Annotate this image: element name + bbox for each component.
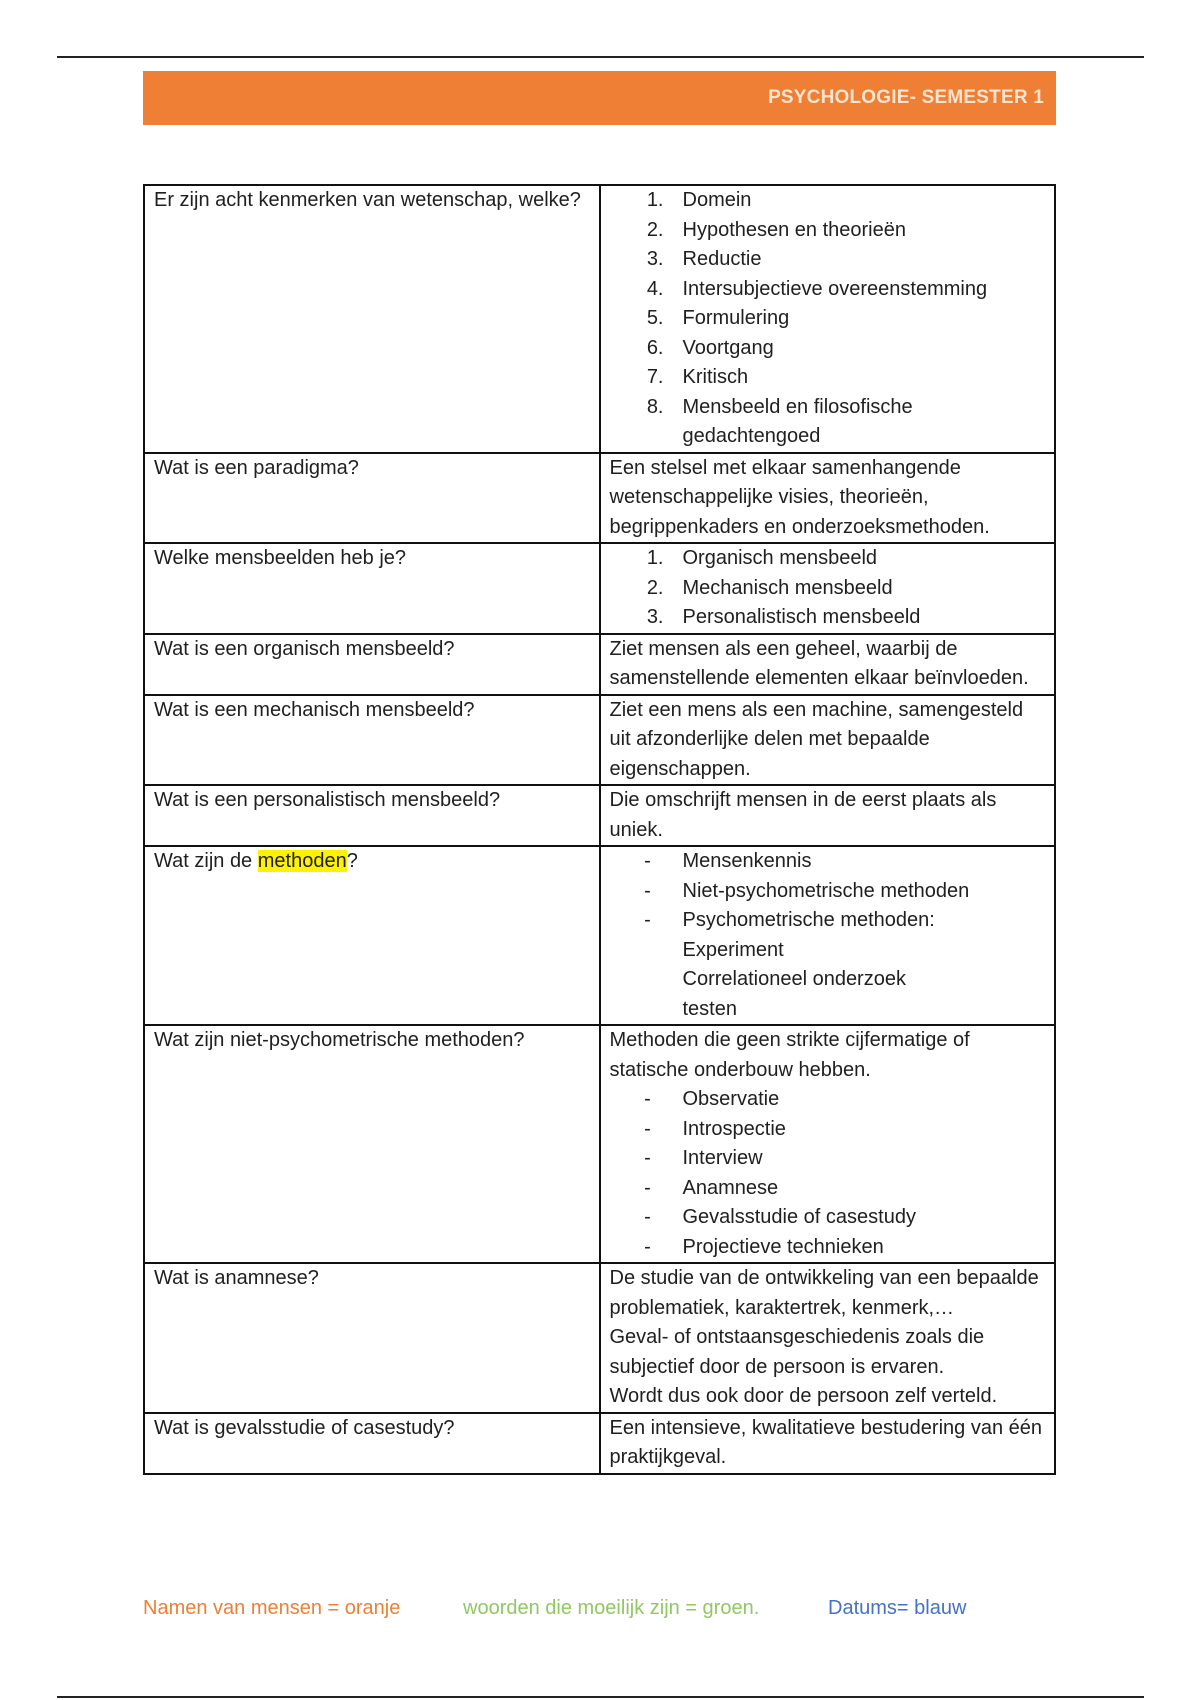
footer-rule <box>57 1696 1144 1698</box>
table-row <box>144 846 1055 1025</box>
list-item: - Anamnese <box>644 1176 779 1199</box>
list-item: 5. Formulering <box>646 307 790 329</box>
answer-cell <box>600 185 1056 453</box>
answer-cell: Een stelsel met elkaar samenhangende wetenschappelijke visies, theorieën, begrippenkaders en onderzoeksmethoden. <box>600 453 1056 544</box>
question-cell: Wat zijn de methoden? <box>144 846 600 1025</box>
legend-words: woorden die moeilijk zijn = groen. <box>463 1597 760 1619</box>
question-cell: Wat zijn niet-psychometrische methoden? <box>144 1025 600 1263</box>
list-item: 2. Mechanisch mensbeeld <box>646 576 893 599</box>
question-cell: Wat is een paradigma? <box>144 453 600 544</box>
numbered-list <box>610 544 1046 633</box>
table-row <box>144 695 1055 786</box>
qa-table <box>143 184 1056 1475</box>
question-cell: Er zijn acht kenmerken van wetenschap, welke? <box>144 185 600 453</box>
list-item: - Projectieve technieken <box>644 1235 884 1258</box>
answer-cell <box>600 543 1056 634</box>
answer-cell <box>600 1263 1056 1413</box>
question-cell: Wat is gevalsstudie of casestudy? <box>144 1413 600 1474</box>
table-row <box>144 634 1055 695</box>
table-row <box>144 1025 1055 1263</box>
answer-cell: Ziet mensen als een geheel, waarbij de samenstellende elementen elkaar beïnvloeden. <box>600 634 1056 695</box>
dash-list <box>610 1085 1046 1262</box>
answer-cell: Een intensieve, kwalitatieve bestudering van één praktijkgeval. <box>600 1413 1056 1474</box>
answer-cell <box>600 846 1056 1025</box>
list-item: - Niet-psychometrische methoden <box>644 879 970 902</box>
list-item: 1. Organisch mensbeeld <box>646 547 878 569</box>
answer-cell <box>600 1025 1056 1263</box>
list-item: - Introspectie <box>644 1117 786 1140</box>
list-item: 7. Kritisch <box>646 366 749 388</box>
legend-names: Namen van mensen = oranje <box>143 1597 401 1619</box>
table-row <box>144 1263 1055 1413</box>
table-row <box>144 543 1055 634</box>
header-title: PSYCHOLOGIE- SEMESTER 1 <box>768 87 1044 108</box>
answer-text: Methoden die geen strikte cijfermatige of statische onderbouw hebben. <box>609 1029 970 1081</box>
list-item: 2. Hypothesen en theorieën <box>646 218 906 241</box>
answer-cell: Die omschrijft mensen in de eerst plaats als uniek. <box>600 785 1056 846</box>
highlighted-word: methoden <box>257 850 347 872</box>
list-item: 8. Mensbeeld en filosofische gedachtengoed <box>646 395 913 447</box>
list-item: 1. Domein <box>646 189 752 211</box>
dash-list <box>610 847 1046 936</box>
answer-text: De studie van de ontwikkeling van een bepaalde problematiek, karaktertrek, kenmerk,… <box>609 1267 1039 1319</box>
color-legend <box>143 1597 1056 1631</box>
question-cell: Wat is anamnese? <box>144 1263 600 1413</box>
question-cell: Wat is een mechanisch mensbeeld? <box>144 695 600 786</box>
numbered-list <box>610 186 1046 452</box>
list-item: - Psychometrische methoden: <box>644 909 935 931</box>
table-row <box>144 453 1055 544</box>
list-item: 4. Intersubjectieve overeenstemming <box>646 277 988 300</box>
sub-item: testen <box>682 997 737 1020</box>
sub-item: Experiment <box>682 938 784 961</box>
question-cell: Welke mensbeelden heb je? <box>144 543 600 634</box>
sub-item: Correlationeel onderzoek <box>682 968 906 990</box>
legend-dates: Datums= blauw <box>828 1597 967 1619</box>
list-item: 6. Voortgang <box>646 336 774 359</box>
answer-cell: Ziet een mens als een machine, samengesteld uit afzonderlijke delen met bepaalde eigenschappen. <box>600 695 1056 786</box>
question-cell: Wat is een personalistisch mensbeeld? <box>144 785 600 846</box>
question-cell: Wat is een organisch mensbeeld? <box>144 634 600 695</box>
table-row <box>144 185 1055 453</box>
header-banner <box>143 71 1056 125</box>
header-rule <box>57 56 1144 58</box>
answer-text: Geval- of ontstaansgeschiedenis zoals die subjectief door de persoon is ervaren. <box>609 1326 985 1378</box>
table-row <box>144 1413 1055 1474</box>
list-item: - Interview <box>644 1147 763 1169</box>
list-item: 3. Reductie <box>646 248 762 270</box>
answer-text: Wordt dus ook door de persoon zelf verteld. <box>609 1385 998 1407</box>
list-item: - Gevalsstudie of casestudy <box>644 1206 916 1228</box>
list-item: - Mensenkennis <box>644 850 812 872</box>
list-item: 3. Personalistisch mensbeeld <box>646 606 921 628</box>
list-item: - Observatie <box>644 1088 780 1110</box>
table-row <box>144 785 1055 846</box>
